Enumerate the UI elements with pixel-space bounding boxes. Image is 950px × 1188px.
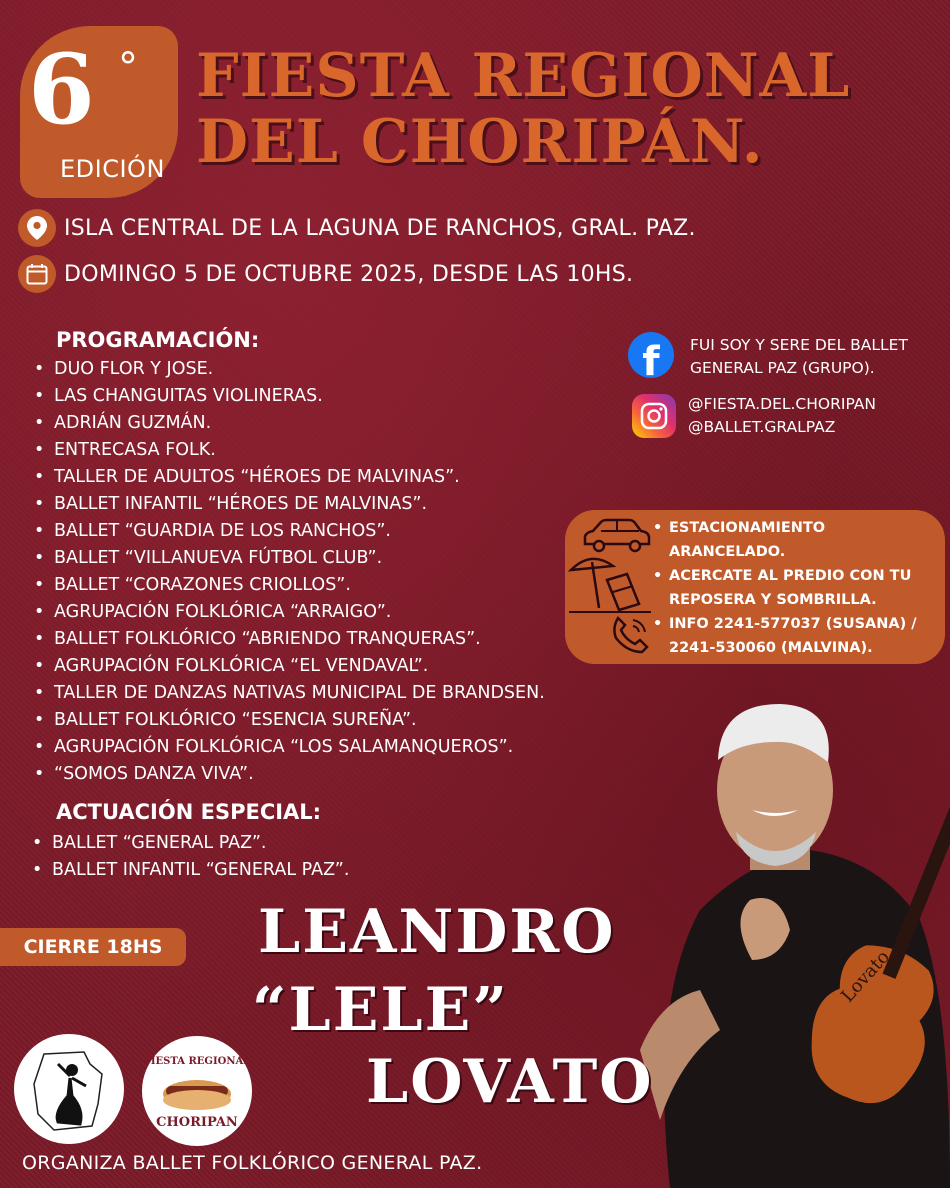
program-heading: PROGRAMACIÓN: (56, 328, 260, 352)
list-item: • ESTACIONAMIENTO ARANCELADO. (651, 516, 941, 564)
choripan-logo (142, 1036, 252, 1146)
list-item: • AGRUPACIÓN FOLKLÓRICA “ARRAIGO”. (30, 599, 545, 626)
list-item: • BALLET INFANTIL “GENERAL PAZ”. (28, 857, 349, 884)
title-line-2: DEL CHORIPÁN. (196, 107, 764, 177)
list-item: • “SOMOS DANZA VIVA”. (30, 761, 545, 788)
list-item: • INFO 2241-577037 (SUSANA) / 2241-530060 (MALVINA). (651, 612, 941, 660)
instagram-icon[interactable] (632, 394, 676, 438)
list-item: • BALLET FOLKLÓRICO “ABRIENDO TRANQUERAS”. (30, 626, 545, 653)
artist-name-line-1: LEANDRO (258, 897, 616, 967)
instagram-handle-1[interactable]: @FIESTA.DEL.CHORIPAN (688, 395, 877, 413)
list-item: • BALLET “CORAZONES CRIOLLOS”. (30, 572, 545, 599)
list-item: • DUO FLOR Y JOSE. (30, 356, 545, 383)
list-item: • AGRUPACIÓN FOLKLÓRICA “LOS SALAMANQUEROS”. (30, 734, 545, 761)
title-line-1: FIESTA REGIONAL (196, 41, 851, 111)
facebook-line-2: GENERAL PAZ (GRUPO). (690, 359, 875, 377)
edition-degree: ° (118, 45, 138, 91)
violin-brand: Lovato (837, 946, 895, 1007)
choripan-logo-bottom: CHORIPAN (156, 1115, 238, 1130)
instagram-text (688, 393, 876, 439)
instagram-handle-2[interactable]: @BALLET.GRALPAZ (688, 418, 836, 436)
facebook-text (690, 334, 908, 380)
program-list (30, 356, 545, 788)
facebook-line-1: FUI SOY Y SERE DEL BALLET (690, 336, 908, 354)
list-item: • TALLER DE ADULTOS “HÉROES DE MALVINAS”. (30, 464, 545, 491)
list-item: • BALLET “GUARDIA DE LOS RANCHOS”. (30, 518, 545, 545)
beach-umbrella-icon (567, 550, 653, 614)
date-text: DOMINGO 5 DE OCTUBRE 2025, DESDE LAS 10HS. (64, 261, 634, 287)
closing-time-badge: CIERRE 18HS (0, 928, 186, 966)
artist-photo (640, 700, 950, 1188)
list-item: • AGRUPACIÓN FOLKLÓRICA “EL VENDAVAL”. (30, 653, 545, 680)
list-item: • ACERCATE AL PREDIO CON TU REPOSERA Y SOMBRILLA. (651, 564, 941, 612)
dancer-icon (14, 1034, 124, 1144)
list-item: • ENTRECASA FOLK. (30, 437, 545, 464)
list-item: • ADRIÁN GUZMÁN. (30, 410, 545, 437)
date-row (18, 254, 633, 294)
special-list (28, 830, 349, 884)
info-box (565, 510, 945, 664)
list-item: • BALLET “VILLANUEVA FÚTBOL CLUB”. (30, 545, 545, 572)
phone-icon (609, 614, 651, 656)
organizer-footer: ORGANIZA BALLET FOLKLÓRICO GENERAL PAZ. (22, 1152, 483, 1174)
location-row (18, 208, 696, 248)
info-list (651, 516, 941, 660)
edition-number: 6 (28, 33, 95, 146)
list-item: • BALLET “GENERAL PAZ”. (28, 830, 349, 857)
ballet-logo (14, 1034, 124, 1144)
list-item: • LAS CHANGUITAS VIOLINERAS. (30, 383, 545, 410)
choripan-logo-top: FIESTA REGIONAL (143, 1056, 251, 1067)
list-item: • TALLER DE DANZAS NATIVAS MUNICIPAL DE BRANDSEN. (30, 680, 545, 707)
artist-name-line-3: LOVATO (366, 1047, 654, 1117)
calendar-icon (18, 255, 56, 293)
facebook-icon[interactable]: f (628, 332, 674, 378)
location-pin-icon (18, 209, 56, 247)
edition-label: EDICIÓN (60, 155, 165, 183)
list-item: • BALLET FOLKLÓRICO “ESENCIA SUREÑA”. (30, 707, 545, 734)
artist-name-line-2: “LELE” (252, 975, 509, 1045)
list-item: • BALLET INFANTIL “HÉROES DE MALVINAS”. (30, 491, 545, 518)
special-heading: ACTUACIÓN ESPECIAL: (56, 800, 322, 824)
location-text: ISLA CENTRAL DE LA LAGUNA DE RANCHOS, GRAL. PAZ. (64, 215, 696, 241)
